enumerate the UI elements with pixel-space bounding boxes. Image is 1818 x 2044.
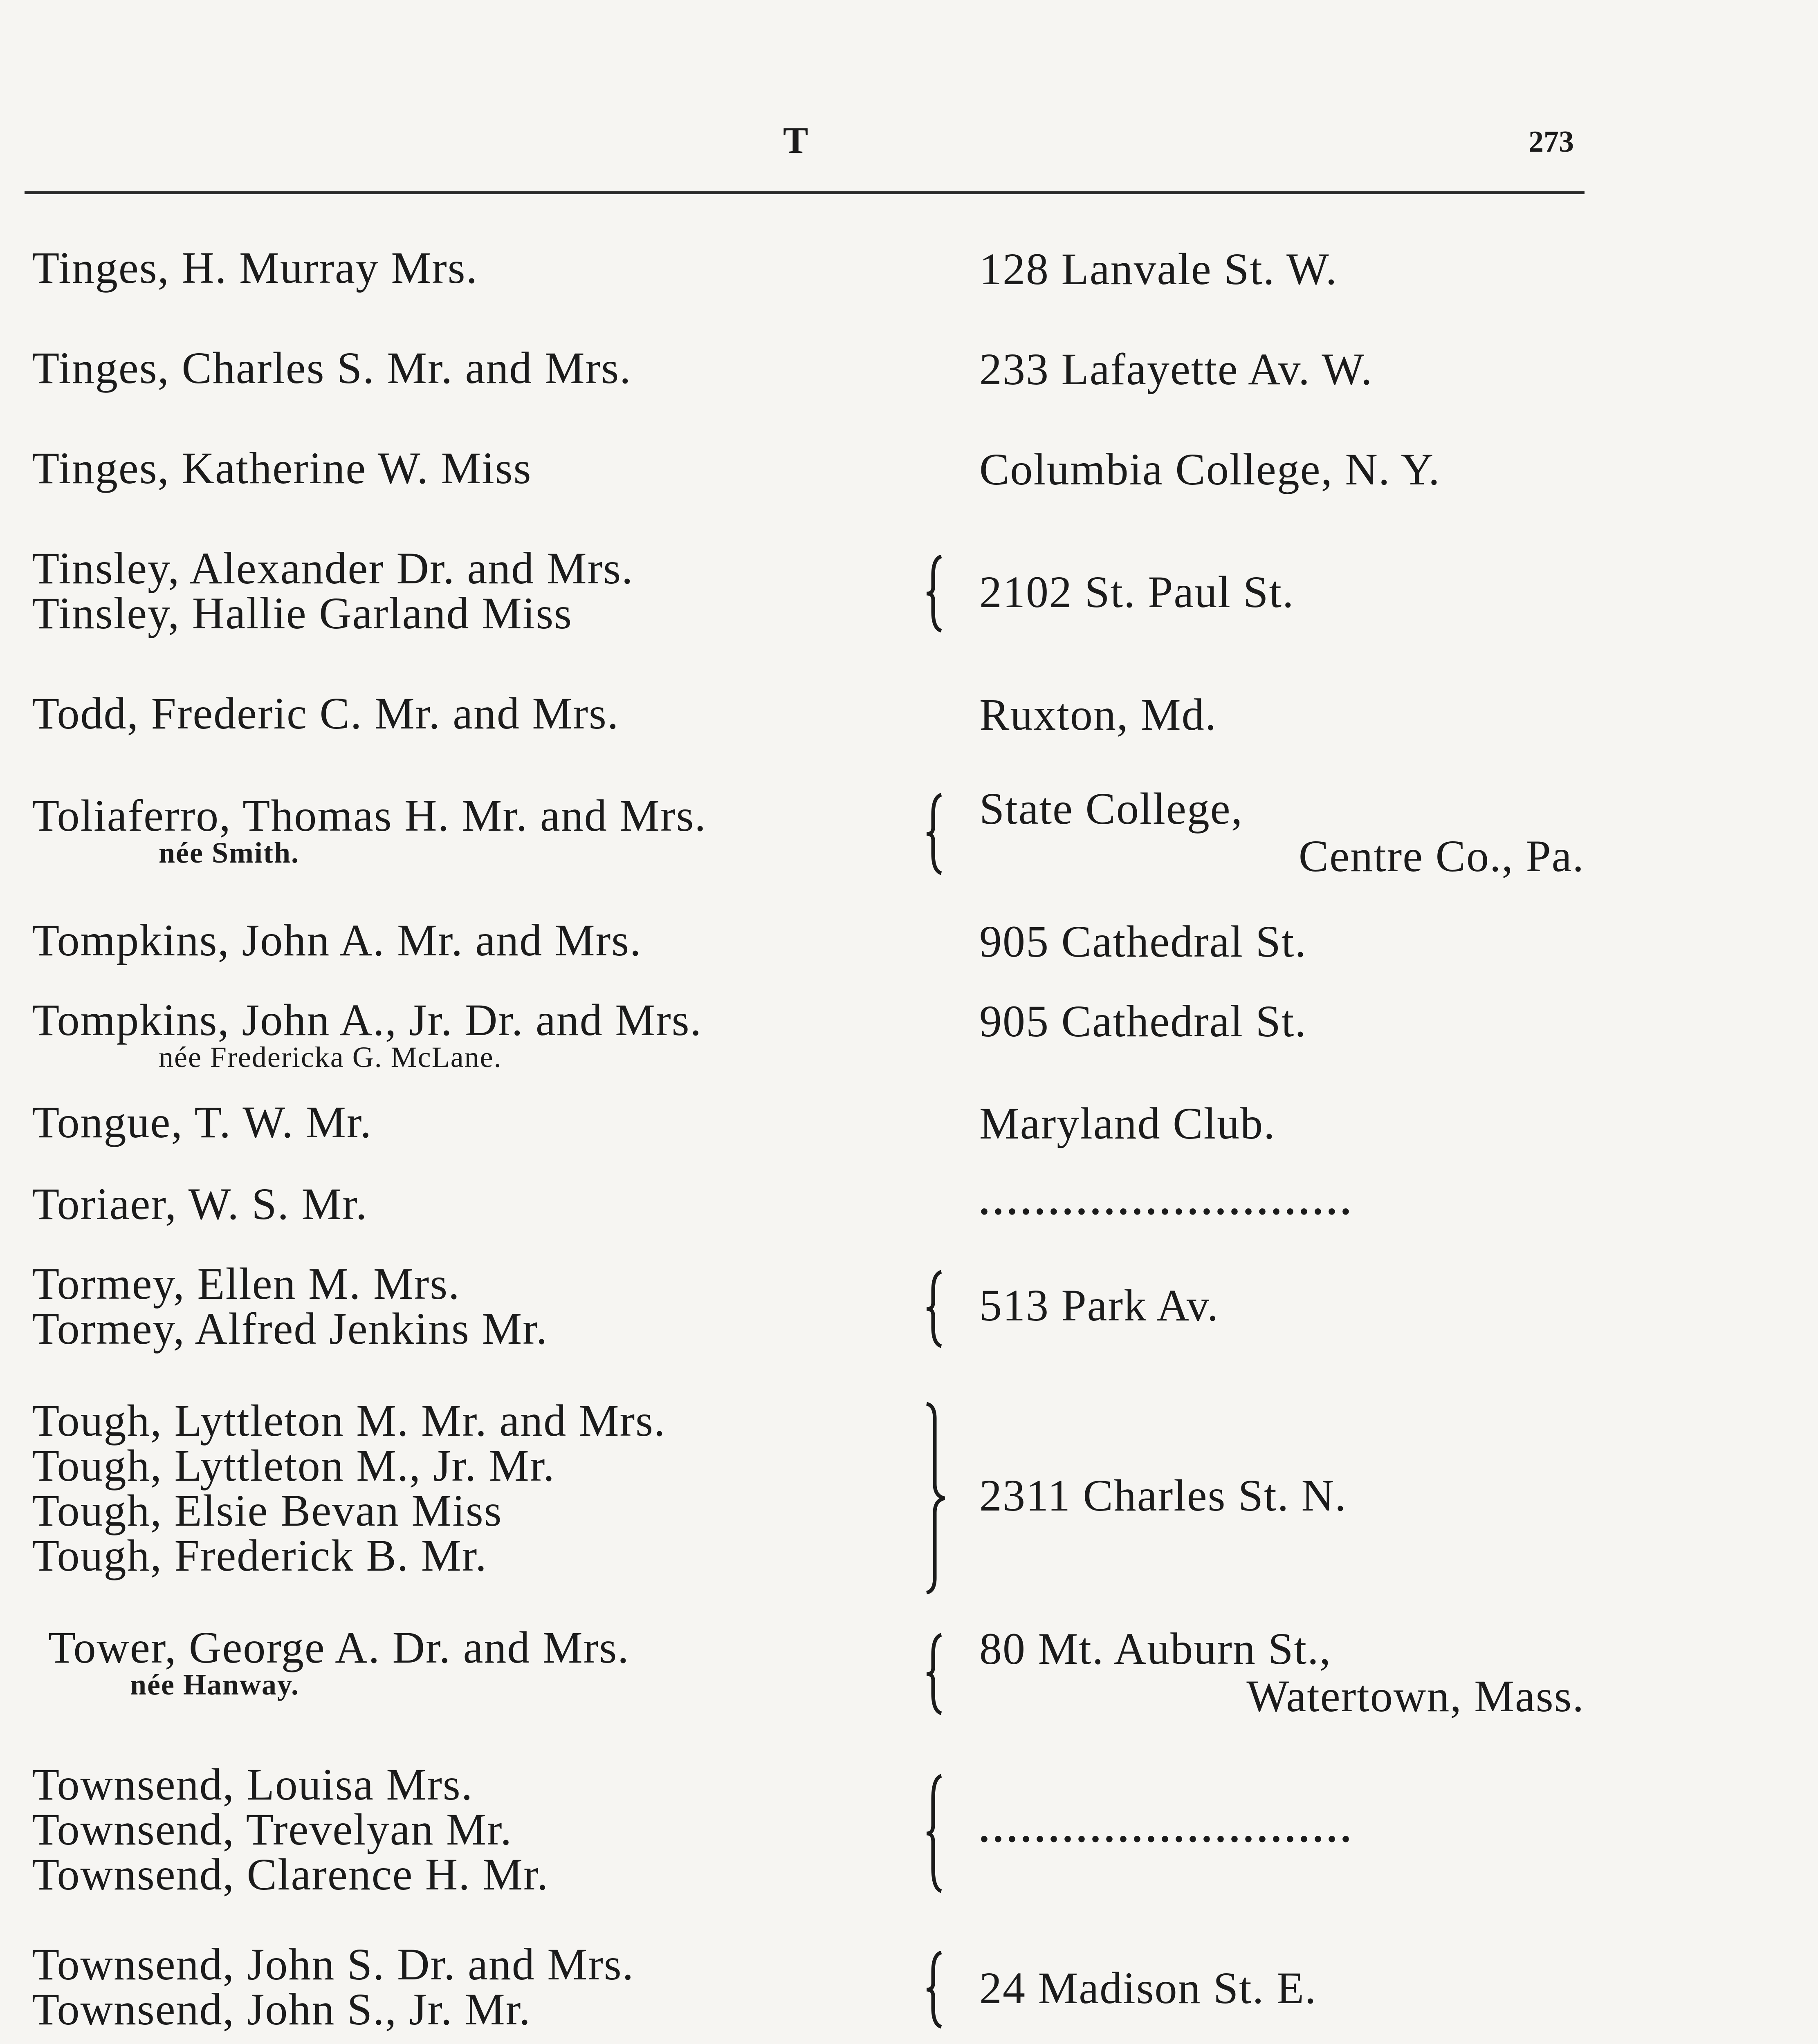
entry-name: Tinsley, Alexander Dr. and Mrs. bbox=[32, 543, 634, 593]
entry-name: Tower, George A. Dr. and Mrs. bbox=[48, 1623, 630, 1672]
address-placeholder-dots: ........................... bbox=[979, 1181, 1355, 1221]
entry-names bbox=[32, 1097, 891, 1147]
entry-names bbox=[32, 688, 891, 738]
entry-name: Tough, Frederick B. Mr. bbox=[32, 1531, 487, 1580]
entry-names bbox=[32, 1398, 891, 1578]
address-line: 2311 Charles St. N. bbox=[979, 1470, 1347, 1520]
entry-name: Tompkins, John A., Jr. Dr. and Mrs. bbox=[32, 995, 703, 1045]
header-rule bbox=[25, 191, 1585, 194]
entry-name: Tough, Lyttleton M., Jr. Mr. bbox=[32, 1441, 555, 1490]
address-placeholder-dots: ........................... bbox=[979, 1809, 1355, 1848]
entry-name: Tompkins, John A. Mr. and Mrs. bbox=[32, 915, 642, 965]
entry-name: Toliaferro, Thomas H. Mr. and Mrs. bbox=[32, 791, 707, 840]
entry-address bbox=[979, 568, 1585, 616]
entry-address bbox=[979, 345, 1585, 393]
address-line: 233 Lafayette Av. W. bbox=[979, 344, 1373, 394]
entry-names bbox=[32, 793, 891, 867]
entry-address bbox=[979, 1964, 1585, 2012]
address-line: 24 Madison St. E. bbox=[979, 1963, 1317, 2013]
entry-name: Toriaer, W. S. Mr. bbox=[32, 1179, 368, 1229]
entry-name: Tinges, Charles S. Mr. and Mrs. bbox=[32, 343, 632, 393]
address-line: 80 Mt. Auburn St., bbox=[979, 1624, 1332, 1674]
entry-name: Townsend, Clarence H. Mr. bbox=[32, 1849, 549, 1899]
entry-names bbox=[48, 1625, 907, 1699]
entry-names bbox=[32, 915, 891, 965]
entry-name: Tinges, Katherine W. Miss bbox=[32, 443, 532, 493]
entry-names bbox=[32, 343, 891, 393]
entry-name: Tormey, Ellen M. Mrs. bbox=[32, 1259, 460, 1309]
brace-icon bbox=[921, 1951, 949, 2028]
entry-address bbox=[979, 918, 1585, 965]
entry-name: Townsend, Louisa Mrs. bbox=[32, 1759, 474, 1809]
maiden-name: née Smith. bbox=[159, 836, 299, 869]
entry-names bbox=[32, 443, 891, 493]
entry-name: Tough, Elsie Bevan Miss bbox=[32, 1486, 503, 1535]
entry-name: Tinges, H. Murray Mrs. bbox=[32, 243, 478, 293]
address-line: 905 Cathedral St. bbox=[979, 996, 1307, 1046]
entry-names bbox=[32, 1759, 891, 1899]
entry-name: Tormey, Alfred Jenkins Mr. bbox=[32, 1304, 548, 1354]
brace-icon bbox=[921, 793, 949, 875]
entry-address bbox=[979, 1282, 1585, 1329]
entry-name: Townsend, John S., Jr. Mr. bbox=[32, 1984, 531, 2034]
entry-address bbox=[979, 1809, 1585, 1848]
entry-name: Tough, Lyttleton M. Mr. and Mrs. bbox=[32, 1396, 666, 1446]
brace-icon bbox=[921, 1774, 949, 1893]
brace-icon bbox=[921, 1633, 949, 1715]
address-line: Maryland Club. bbox=[979, 1098, 1276, 1148]
brace-icon bbox=[921, 555, 949, 632]
entry-address bbox=[979, 245, 1585, 293]
entry-names bbox=[32, 1939, 891, 2034]
entry-address bbox=[979, 1625, 1585, 1720]
entry-name: Townsend, Trevelyan Mr. bbox=[32, 1804, 512, 1854]
entry-address bbox=[979, 691, 1585, 738]
entry-names bbox=[32, 997, 891, 1072]
maiden-name: née Fredericka G. McLane. bbox=[159, 1041, 502, 1074]
address-line: 128 Lanvale St. W. bbox=[979, 244, 1338, 294]
address-line: Ruxton, Md. bbox=[979, 690, 1217, 740]
entry-address bbox=[979, 997, 1585, 1045]
page-number: 273 bbox=[1528, 125, 1574, 159]
section-letter: T bbox=[783, 119, 808, 161]
entry-name: Townsend, John S. Dr. and Mrs. bbox=[32, 1939, 635, 1989]
address-line: State College, bbox=[979, 784, 1243, 834]
entry-names bbox=[32, 1179, 891, 1229]
entry-address bbox=[979, 1472, 1585, 1519]
brace-icon bbox=[921, 1270, 949, 1348]
address-line: Centre Co., Pa. bbox=[1298, 831, 1585, 881]
entry-address bbox=[979, 1181, 1585, 1221]
entry-names bbox=[32, 1259, 891, 1354]
maiden-name: née Hanway. bbox=[130, 1668, 300, 1701]
brace-icon bbox=[921, 1402, 949, 1594]
entry-name: Todd, Frederic C. Mr. and Mrs. bbox=[32, 688, 619, 738]
address-line: 2102 St. Paul St. bbox=[979, 567, 1295, 617]
address-line: Columbia College, N. Y. bbox=[979, 444, 1441, 494]
entry-address bbox=[979, 1100, 1585, 1147]
entry-address bbox=[979, 446, 1585, 493]
entry-names bbox=[32, 543, 891, 638]
address-line: 905 Cathedral St. bbox=[979, 917, 1307, 966]
entry-name: Tinsley, Hallie Garland Miss bbox=[32, 588, 572, 638]
entry-names bbox=[32, 243, 891, 293]
address-line: 513 Park Av. bbox=[979, 1280, 1219, 1330]
entry-name: Tongue, T. W. Mr. bbox=[32, 1097, 372, 1147]
address-line: Watertown, Mass. bbox=[1246, 1671, 1585, 1721]
entry-address bbox=[979, 785, 1585, 880]
